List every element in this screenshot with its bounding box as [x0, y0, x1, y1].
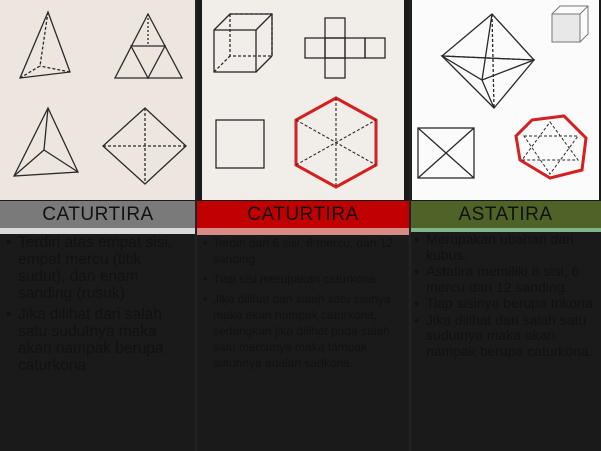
column-1-header: CATURTIRA — [0, 201, 196, 228]
list-item: • Tiap sisi merupakan caturkona — [213, 271, 404, 287]
column-1-body — [0, 228, 196, 374]
octahedron-photo — [412, 0, 599, 200]
list-item: • Jika dilihat dari salah satu sisinya maka akan nampak caturkona, sedangkan jika dilihat pada salah satu mercunya maka tampak sutuhnya adalah sadkona. — [213, 291, 404, 371]
column-divider — [195, 0, 197, 451]
list-item: • Jika dilihat dari salah satu sudutnya maka akan nampak berupa caturkona. — [426, 313, 597, 360]
list-item: • Jika dilihat dari salah satu sudutnya maka akan nampak berupa caturkona — [18, 306, 192, 374]
tetrahedron-drawing-icon — [0, 0, 196, 200]
list-item: • Merupakan ubahan dari kubus. — [426, 232, 597, 263]
octahedron-drawing-icon — [412, 0, 599, 200]
list-item: • Terdiri dari 6 sisi, 8 mercu, dan 12 sanding. — [213, 235, 404, 267]
tetrahedron-photo — [0, 0, 196, 200]
column-2-body — [196, 228, 410, 370]
cube-drawing-icon — [202, 0, 404, 200]
column-3-body — [410, 228, 601, 359]
column-divider — [409, 0, 411, 451]
cube-photo — [202, 0, 404, 200]
column-3-header: ASTATIRA — [410, 201, 601, 228]
list-item: • Tiap sisinya berupa trikona — [426, 296, 597, 312]
list-item: • Astatira memiliki 8 sisi, 6 mercu dan 12 sanding. — [426, 264, 597, 295]
list-item: • Terdiri atas empat sisi, empat mercu (titik sudut), dan enam sanding (rusuk) — [18, 234, 192, 302]
column-2-header: CATURTIRA — [196, 201, 410, 228]
